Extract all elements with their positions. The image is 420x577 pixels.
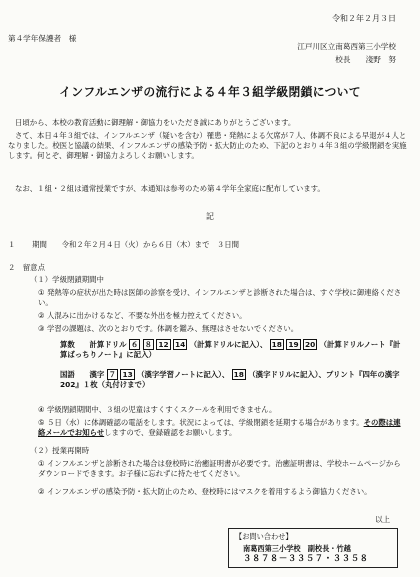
- math-note-2: （計算ドリルノート『計算ばっちりノート』に記入）: [60, 340, 401, 359]
- contact-heading: 【お問い合わせ】: [235, 532, 293, 541]
- closure-heading: （１）学級閉鎖期間中: [30, 275, 104, 284]
- closure-item-3: ③ 学習の課題は、次のとおりです。体調を鑑み、無理はさせないでください。: [38, 324, 299, 333]
- japanese-assignment: [60, 370, 406, 390]
- resume-heading: （２）授業再開時: [30, 446, 90, 455]
- kanji-note-1: （漢字学習ノートに記入）、: [137, 370, 230, 379]
- closure-item-4: ④ 学級閉鎖期間中、３組の児童はすくすくスクールを利用できません。: [38, 405, 277, 414]
- closure-item-2: ② 人混みに出かけるなど、不要な外出を極力控えてください。: [38, 311, 247, 320]
- closure-item-5: [38, 418, 406, 438]
- recipient: 第４学年保護者 様: [8, 34, 77, 43]
- intro-paragraph-1: 日頃から、本校の教育活動に御理解・御協力をいただき誠にありがとうございます。: [15, 118, 296, 127]
- points-heading: ２ 留意点: [8, 263, 45, 272]
- kanji-page-2: 13: [122, 370, 133, 379]
- closure-item-5-text: ⑤ ５日（水）に体調確認の電話をします。状況によっては、学級閉鎖を延期する場合があります。: [38, 418, 364, 427]
- math-page-2: ８: [144, 340, 153, 349]
- school-name: 江戸川区立南葛西第三小学校: [297, 42, 396, 51]
- kanji-page-1: ７: [108, 370, 117, 379]
- math-note-1: （計算ドリルに記入）、: [189, 340, 268, 349]
- contact-box: [228, 528, 398, 568]
- ki-marker: 記: [206, 212, 214, 221]
- intro-paragraph-2: さて、本日４年３組では、インフルエンザ（疑いを含む）罹患・発熱による欠席が７人、体調不良による早退が４人となりました。校医と協議の結果、インフルエンザの感染予防・拡大防止のため、下記のとおり４年３組の学級閉鎖を実施します。何とぞ、御理解・御協力よろしくお願いします。: [8, 131, 407, 160]
- intro-paragraph-3: なお、１組・２組は通常授業ですが、本通知は参考のため第４学年全家庭に配布しています。: [15, 184, 325, 193]
- kanji-note-2: （漢字ドリルに記入）、プリント『四年の漢字 202』１枚（丸付けまで）: [60, 370, 400, 389]
- math-subject: 算数: [60, 340, 75, 349]
- closure-item-5-tail: しますので、登録確認をお願いします。: [104, 427, 237, 437]
- principal-name: 校長 淺野 努: [335, 55, 396, 64]
- period-line: [8, 240, 239, 250]
- closure-item-1: ① 発熱等の症状が出た時は医師の診察を受け、インフルエンザと診断された場合は、すぐ学校に御連絡ください。: [38, 288, 402, 307]
- japanese-subject: 国語: [60, 370, 75, 379]
- issue-date: 令和２年２月３日: [332, 14, 396, 23]
- math-page-7: 20: [304, 340, 316, 349]
- kanji-page-3: 18: [233, 370, 244, 379]
- math-page-6: 19: [288, 340, 299, 349]
- contact-person: 南葛西第三小学校 副校長・竹越: [243, 543, 351, 553]
- resume-item-2: ② インフルエンザの感染予防・拡大防止のため、登校時にはマスクを着用するよう御協力ください。: [38, 487, 372, 496]
- contact-phone: ３８７８－３３５７・３３５８: [243, 553, 369, 564]
- resume-item-1: ① インフルエンザと診断された場合は登校時に治癒証明書が必要です。治癒証明書は、学校ホームページからダウンロードできます。お子様に忘れずに持たせてください。: [38, 459, 401, 478]
- period-number: １: [8, 240, 16, 249]
- math-book: 計算ドリル: [89, 340, 127, 349]
- math-page-4: 14: [175, 340, 186, 349]
- closing-mark: 以上: [375, 515, 390, 524]
- period-text: 令和２年２月４日（火）から６日（木）まで ３日間: [61, 240, 240, 249]
- document-title: インフルエンザの流行による４年３組学級閉鎖について: [59, 85, 361, 99]
- contact-mail-notice: その際は連絡メールでお知らせ: [38, 418, 401, 437]
- math-page-5: 18: [271, 340, 282, 349]
- math-assignment: [60, 340, 406, 360]
- math-page-3: 12: [158, 340, 169, 349]
- kanji-book: 漢字: [89, 370, 105, 379]
- period-label: 期間: [32, 240, 47, 249]
- math-page-1: ６: [130, 340, 139, 349]
